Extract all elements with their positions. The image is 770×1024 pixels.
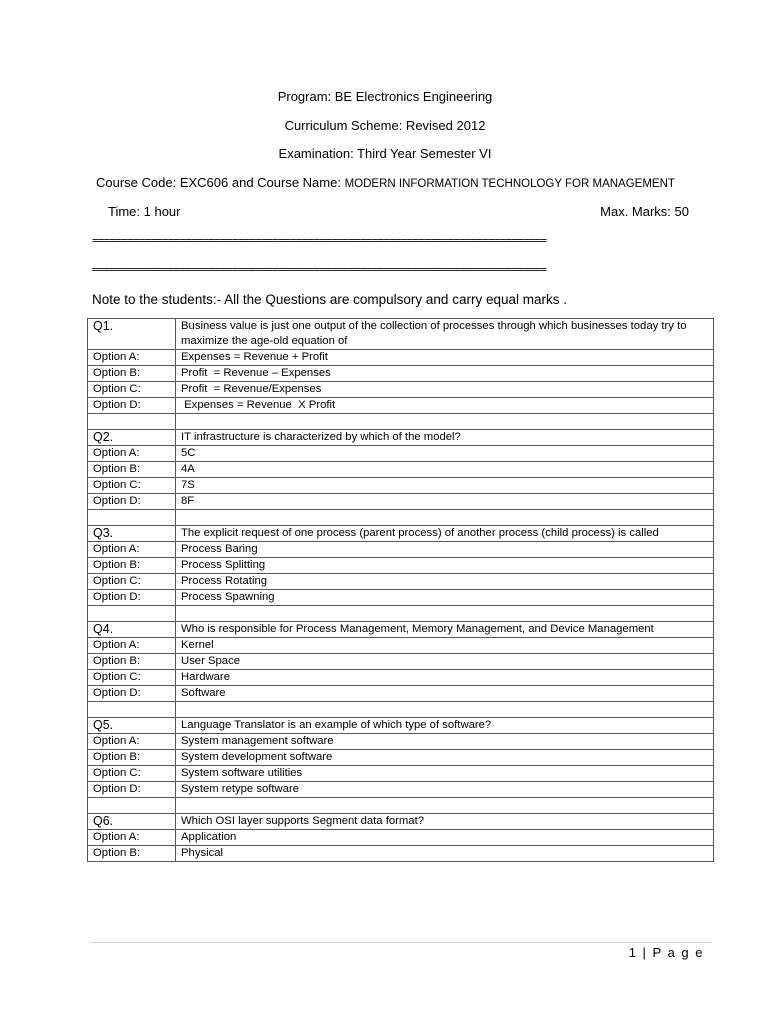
option-label: Option C: (88, 478, 176, 494)
option-row (88, 478, 714, 494)
option-label: Option A: (88, 638, 176, 654)
option-text: Process Spawning (176, 590, 714, 606)
program-line: Program: BE Electronics Engineering (277, 89, 493, 104)
option-text: Expenses = Revenue + Profit (176, 350, 714, 366)
option-label: Option B: (88, 558, 176, 574)
option-label: Option C: (88, 574, 176, 590)
option-row (88, 398, 714, 414)
question-number: Q5. (88, 718, 176, 734)
option-label: Option D: (88, 782, 176, 798)
spacer-cell (176, 798, 714, 814)
option-text: System software utilities (176, 766, 714, 782)
max-marks-label: Max. Marks: 50 (600, 204, 689, 219)
option-label: Option A: (88, 830, 176, 846)
option-text: 7S (176, 478, 714, 494)
question-text: Who is responsible for Process Management, Memory Management, and Device Management (176, 622, 714, 638)
option-row (88, 766, 714, 782)
option-text: Profit = Revenue/Expenses (176, 382, 714, 398)
option-text: Hardware (176, 670, 714, 686)
option-row (88, 446, 714, 462)
option-row (88, 542, 714, 558)
option-row (88, 734, 714, 750)
option-row (88, 638, 714, 654)
page-number: 1 | P a g e (628, 945, 704, 960)
spacer-cell (176, 414, 714, 430)
option-label: Option A: (88, 542, 176, 558)
option-label: Option C: (88, 766, 176, 782)
option-text: System development software (176, 750, 714, 766)
option-label: Option D: (88, 686, 176, 702)
option-row (88, 654, 714, 670)
option-text: 5C (176, 446, 714, 462)
question-row (88, 814, 714, 830)
spacer-row (88, 510, 714, 526)
time-label: Time: 1 hour (108, 204, 181, 219)
separator-rule: ============================================================================== (92, 263, 547, 276)
spacer-row (88, 606, 714, 622)
option-text: Software (176, 686, 714, 702)
question-number: Q1. (88, 319, 176, 350)
option-text: User Space (176, 654, 714, 670)
spacer-row (88, 798, 714, 814)
question-row (88, 319, 714, 350)
option-text: Expenses = Revenue X Profit (176, 398, 714, 414)
option-text: 4A (176, 462, 714, 478)
question-table (87, 318, 714, 862)
option-label: Option B: (88, 366, 176, 382)
question-text: IT infrastructure is characterized by which of the model? (176, 430, 714, 446)
question-number: Q3. (88, 526, 176, 542)
question-text: The explicit request of one process (parent process) of another process (child process) is called (176, 526, 714, 542)
question-row (88, 718, 714, 734)
option-label: Option D: (88, 398, 176, 414)
curriculum-line: Curriculum Scheme: Revised 2012 (284, 118, 486, 133)
option-text: System management software (176, 734, 714, 750)
course-name: MODERN INFORMATION TECHNOLOGY FOR MANAGEMENT (344, 178, 675, 190)
option-row (88, 574, 714, 590)
option-text: Process Baring (176, 542, 714, 558)
option-text: Profit = Revenue – Expenses (176, 366, 714, 382)
spacer-cell (88, 606, 176, 622)
option-row (88, 366, 714, 382)
option-label: Option B: (88, 654, 176, 670)
spacer-cell (176, 702, 714, 718)
option-label: Option C: (88, 382, 176, 398)
question-number: Q6. (88, 814, 176, 830)
option-row (88, 350, 714, 366)
course-line (96, 175, 675, 190)
option-label: Option D: (88, 494, 176, 510)
spacer-row (88, 414, 714, 430)
option-row (88, 382, 714, 398)
option-label: Option A: (88, 734, 176, 750)
question-number: Q4. (88, 622, 176, 638)
option-label: Option B: (88, 846, 176, 862)
question-text: Language Translator is an example of which type of software? (176, 718, 714, 734)
option-text: System retype software (176, 782, 714, 798)
footer-divider (90, 942, 712, 943)
option-text: Application (176, 830, 714, 846)
option-row (88, 750, 714, 766)
option-row (88, 590, 714, 606)
option-label: Option B: (88, 750, 176, 766)
spacer-row (88, 702, 714, 718)
option-text: 8F (176, 494, 714, 510)
separator-rule: ============================================================================== (92, 234, 547, 247)
option-label: Option A: (88, 446, 176, 462)
question-row (88, 622, 714, 638)
option-row (88, 846, 714, 862)
option-row (88, 782, 714, 798)
spacer-cell (88, 798, 176, 814)
spacer-cell (88, 414, 176, 430)
option-row (88, 558, 714, 574)
option-row (88, 670, 714, 686)
question-row (88, 430, 714, 446)
option-label: Option D: (88, 590, 176, 606)
option-text: Process Rotating (176, 574, 714, 590)
question-text: Business value is just one output of the collection of processes through which businesses today try to maximize the age-old equation of (176, 319, 714, 350)
option-label: Option A: (88, 350, 176, 366)
examination-line: Examination: Third Year Semester VI (278, 146, 492, 161)
spacer-cell (176, 606, 714, 622)
student-note: Note to the students:- All the Questions are compulsory and carry equal marks . (92, 292, 567, 307)
question-row (88, 526, 714, 542)
spacer-cell (88, 510, 176, 526)
option-row (88, 686, 714, 702)
option-row (88, 830, 714, 846)
spacer-cell (176, 510, 714, 526)
option-label: Option B: (88, 462, 176, 478)
option-text: Kernel (176, 638, 714, 654)
option-text: Physical (176, 846, 714, 862)
option-row (88, 494, 714, 510)
option-text: Process Splitting (176, 558, 714, 574)
question-text: Which OSI layer supports Segment data format? (176, 814, 714, 830)
option-label: Option C: (88, 670, 176, 686)
question-number: Q2. (88, 430, 176, 446)
course-code: Course Code: EXC606 and Course Name: (96, 175, 341, 190)
option-row (88, 462, 714, 478)
spacer-cell (88, 702, 176, 718)
